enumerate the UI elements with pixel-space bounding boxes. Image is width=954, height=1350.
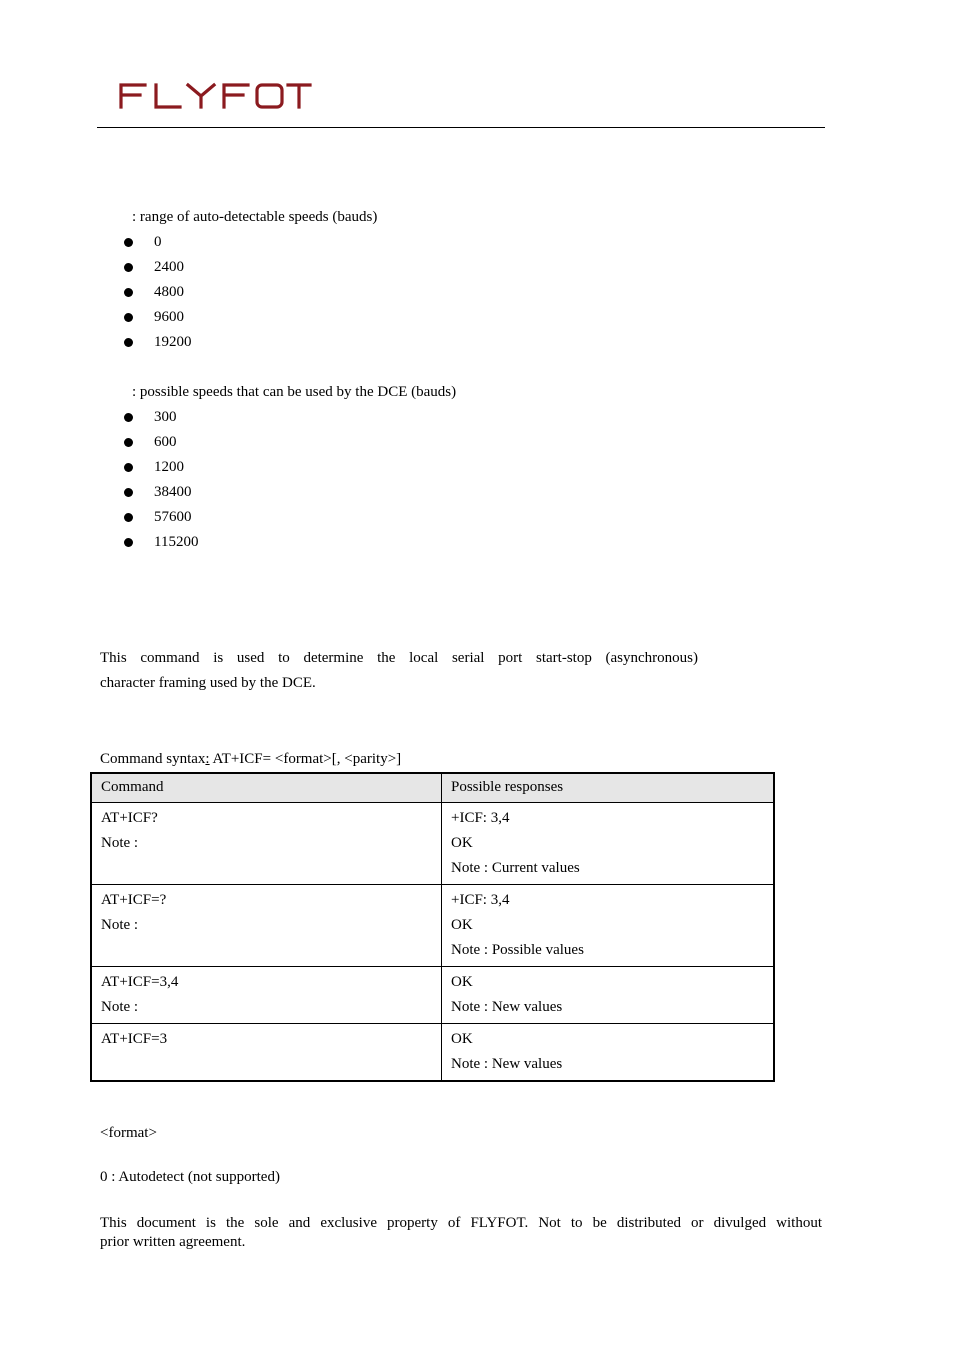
list-item: 19200 xyxy=(121,330,192,355)
bullet-icon xyxy=(124,288,133,297)
list-item: 57600 xyxy=(121,505,198,530)
confidentiality-footer xyxy=(100,1214,822,1252)
table-row xyxy=(91,967,774,1024)
footer-line-2: prior written agreement. xyxy=(100,1234,246,1250)
list-item: 600 xyxy=(121,430,198,455)
bullet-icon xyxy=(124,263,133,272)
possible-speeds-label: : possible speeds that can be used by the DCE (bauds) xyxy=(132,384,457,400)
autodetect-speed-list xyxy=(121,230,192,355)
column-header-command: Command xyxy=(91,773,442,803)
bullet-icon xyxy=(124,513,133,522)
list-item: 0 xyxy=(121,230,192,255)
command-syntax xyxy=(100,749,401,769)
command-description xyxy=(100,646,698,696)
bullet-icon xyxy=(124,338,133,347)
list-item: 115200 xyxy=(121,530,198,555)
flyfot-logo-mark xyxy=(118,80,312,110)
command-cell: AT+ICF? Note : xyxy=(91,803,442,885)
possible-speed-list xyxy=(121,405,198,555)
bullet-icon xyxy=(124,488,133,497)
response-cell: OK Note : New values xyxy=(442,1024,775,1082)
command-cell: AT+ICF=3 xyxy=(91,1024,442,1082)
list-item: 38400 xyxy=(121,480,198,505)
response-cell: +ICF: 3,4 OK Note : Current values xyxy=(442,803,775,885)
table-row xyxy=(91,885,774,967)
table-header-row xyxy=(91,773,774,803)
list-item: 4800 xyxy=(121,280,192,305)
list-item: 2400 xyxy=(121,255,192,280)
syntax-prefix: Command syntax xyxy=(100,751,206,767)
bullet-icon xyxy=(124,238,133,247)
command-table xyxy=(90,772,775,1082)
list-item: 9600 xyxy=(121,305,192,330)
bullet-icon xyxy=(124,538,133,547)
response-cell: +ICF: 3,4 OK Note : Possible values xyxy=(442,885,775,967)
bullet-icon xyxy=(124,463,133,472)
table-row xyxy=(91,1024,774,1082)
table-row xyxy=(91,803,774,885)
list-item: 300 xyxy=(121,405,198,430)
format-option-0: 0 : Autodetect (not supported) xyxy=(100,1169,280,1185)
header-divider xyxy=(97,127,825,128)
list-item: 1200 xyxy=(121,455,198,480)
bullet-icon xyxy=(124,313,133,322)
syntax-value: AT+ICF= <format>[, <parity>] xyxy=(209,751,402,767)
format-title: <format> xyxy=(100,1125,157,1141)
description-line-1: This command is used to determine the local serial port start-stop (asynchronous) xyxy=(100,650,698,666)
command-cell: AT+ICF=? Note : xyxy=(91,885,442,967)
autodetect-label: : range of auto-detectable speeds (bauds) xyxy=(132,209,378,225)
flyfot-logo xyxy=(118,80,312,115)
syntax-colon: : xyxy=(205,751,210,767)
response-cell: OK Note : New values xyxy=(442,967,775,1024)
description-line-2: character framing used by the DCE. xyxy=(100,675,316,691)
footer-line-1: This document is the sole and exclusive property of FLYFOT. Not to be distributed or divulged without xyxy=(100,1215,822,1231)
command-cell: AT+ICF=3,4 Note : xyxy=(91,967,442,1024)
bullet-icon xyxy=(124,438,133,447)
bullet-icon xyxy=(124,413,133,422)
column-header-responses: Possible responses xyxy=(442,773,775,803)
